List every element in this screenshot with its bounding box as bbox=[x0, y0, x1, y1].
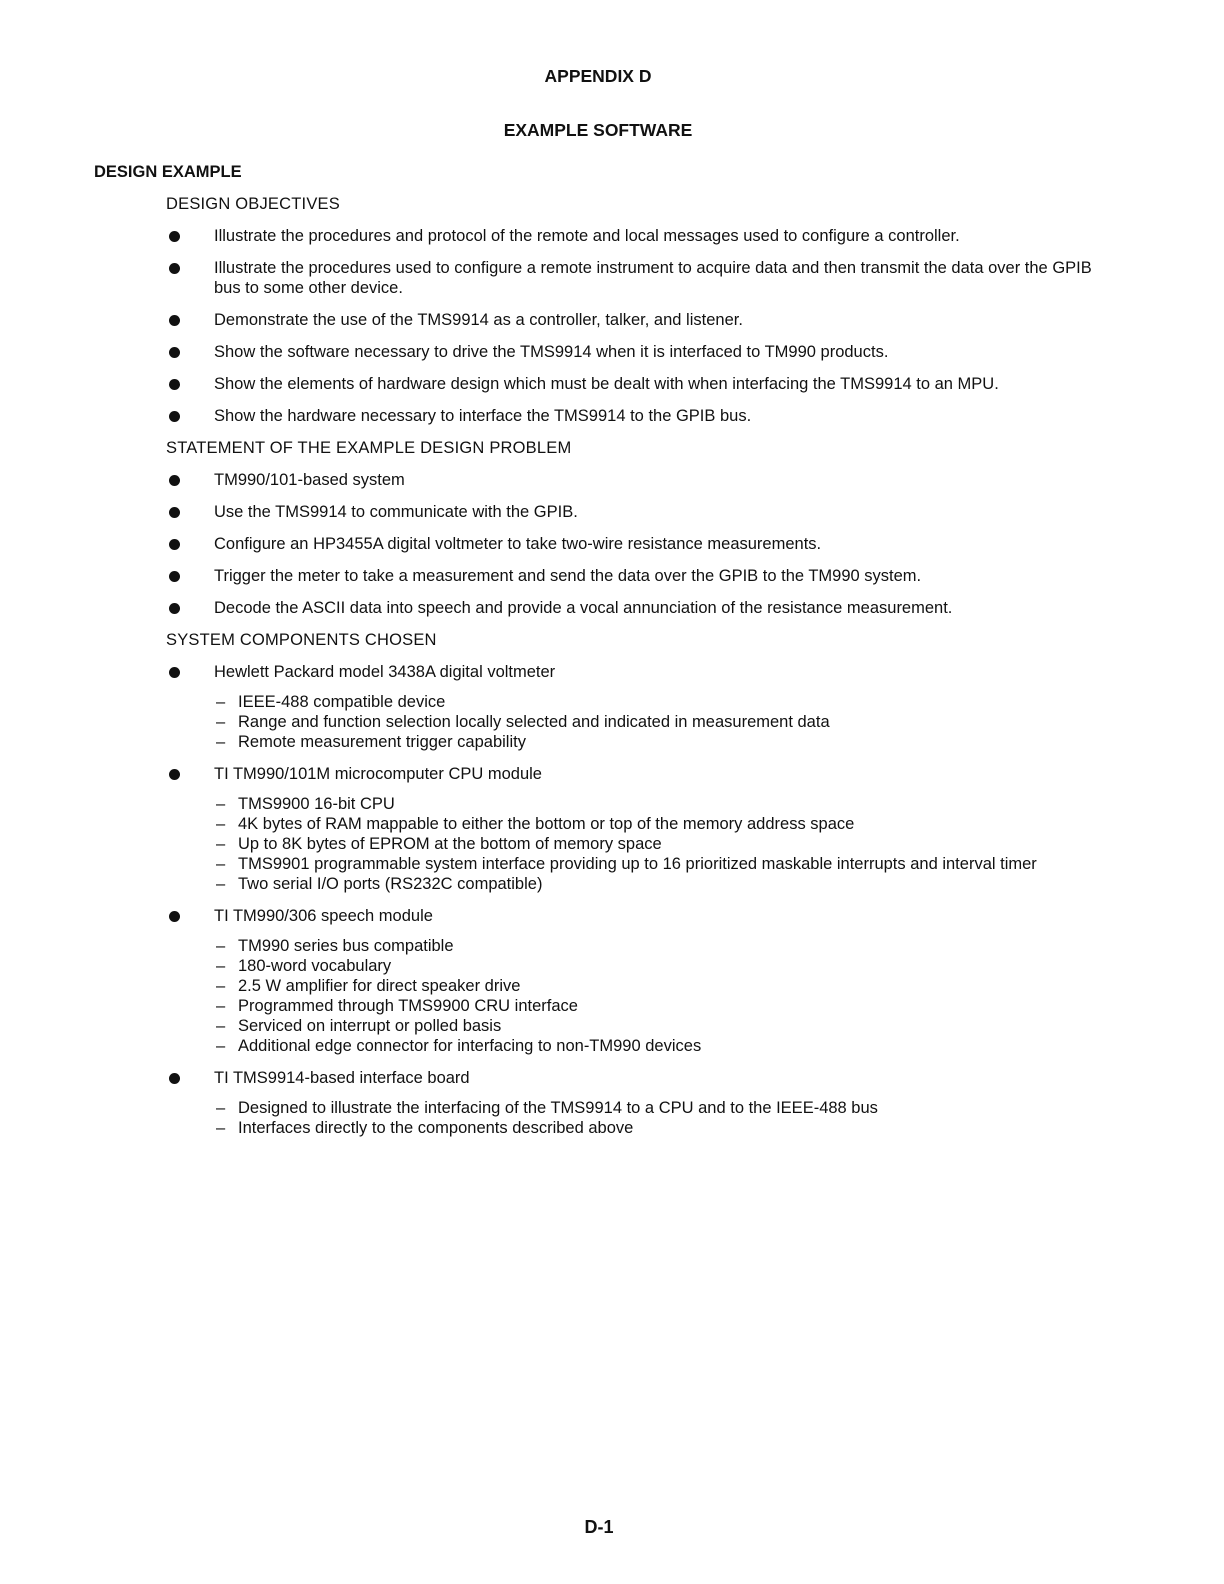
bullet-icon bbox=[169, 539, 180, 550]
dash-icon: – bbox=[216, 937, 226, 955]
list-item: Show the software necessary to drive the TMS9914 when it is interfaced to TM990 products. bbox=[166, 342, 1106, 362]
detail-item: – Serviced on interrupt or polled basis bbox=[216, 1017, 502, 1035]
list-item: TM990/101-based system bbox=[166, 470, 1106, 490]
detail-item: – Interfaces directly to the components described above bbox=[216, 1119, 634, 1137]
section-heading: DESIGN EXAMPLE bbox=[94, 163, 242, 181]
list-item: Illustrate the procedures used to configure a remote instrument to acquire data and then transmit the data over the GPIB bus to some other device. bbox=[166, 258, 1106, 298]
component-item: TI TM990/101M microcomputer CPU module – TMS9900 16-bit CPU – 4K bytes of RAM mappable to either the bottom or top of the memory address space – Up to 8K bytes of EPROM at the bottom of memory space – TMS9901 programmable system interface providing up to 16 prioritized maskable interrupts and interval timer – Two serial I/O ports (RS232C compatible) bbox=[166, 764, 1106, 894]
bullet-icon bbox=[169, 769, 180, 780]
dash-icon: – bbox=[216, 977, 226, 995]
dash-icon: – bbox=[216, 997, 226, 1015]
page-number: D-1 bbox=[584, 1517, 614, 1537]
dash-icon: – bbox=[216, 693, 226, 711]
detail-item: – TM990 series bus compatible bbox=[216, 937, 454, 955]
bullet-icon bbox=[169, 507, 180, 518]
bullet-icon bbox=[169, 315, 180, 326]
dash-icon: – bbox=[216, 957, 226, 975]
component-details bbox=[214, 692, 1106, 752]
bullet-icon bbox=[169, 263, 180, 274]
bullet-icon bbox=[169, 411, 180, 422]
dash-icon: – bbox=[216, 835, 226, 853]
dash-icon: – bbox=[216, 733, 226, 751]
components-heading: SYSTEM COMPONENTS CHOSEN bbox=[166, 631, 437, 649]
bullet-icon bbox=[169, 911, 180, 922]
detail-item: – Additional edge connector for interfacing to non-TM990 devices bbox=[216, 1037, 702, 1055]
bullet-icon bbox=[169, 379, 180, 390]
dash-icon: – bbox=[216, 815, 226, 833]
list-item: Decode the ASCII data into speech and provide a vocal annunciation of the resistance measurement. bbox=[166, 598, 1106, 618]
list-item: Illustrate the procedures and protocol of the remote and local messages used to configure a controller. bbox=[166, 226, 1106, 246]
detail-item: – IEEE-488 compatible device bbox=[216, 693, 446, 711]
page-title: EXAMPLE SOFTWARE bbox=[503, 120, 693, 140]
dash-icon: – bbox=[216, 1099, 226, 1117]
detail-item: – Range and function selection locally selected and indicated in measurement data bbox=[216, 713, 830, 731]
objectives-heading: DESIGN OBJECTIVES bbox=[166, 195, 340, 213]
detail-item: – 4K bytes of RAM mappable to either the bottom or top of the memory address space bbox=[216, 815, 855, 833]
detail-item: – Up to 8K bytes of EPROM at the bottom of memory space bbox=[216, 835, 662, 853]
dash-icon: – bbox=[216, 1017, 226, 1035]
bullet-icon bbox=[169, 571, 180, 582]
list-item: Show the hardware necessary to interface the TMS9914 to the GPIB bus. bbox=[166, 406, 1106, 426]
bullet-icon bbox=[169, 1073, 180, 1084]
components-list bbox=[166, 662, 1106, 1138]
detail-item: – 2.5 W amplifier for direct speaker drive bbox=[216, 977, 521, 995]
detail-item: – Two serial I/O ports (RS232C compatible) bbox=[216, 875, 543, 893]
component-item: Hewlett Packard model 3438A digital voltmeter – IEEE-488 compatible device – Range and function selection locally selected and indicated in measurement data – Remote measurement trigger capability bbox=[166, 662, 1106, 752]
bullet-icon bbox=[169, 667, 180, 678]
bullet-icon bbox=[169, 231, 180, 242]
list-item: Trigger the meter to take a measurement and send the data over the GPIB to the TM990 system. bbox=[166, 566, 1106, 586]
detail-item: – Designed to illustrate the interfacing of the TMS9914 to a CPU and to the IEEE-488 bus bbox=[216, 1099, 878, 1117]
bullet-icon bbox=[169, 603, 180, 614]
objectives-list bbox=[166, 226, 1106, 426]
list-item: Configure an HP3455A digital voltmeter to take two-wire resistance measurements. bbox=[166, 534, 1106, 554]
dash-icon: – bbox=[216, 855, 226, 873]
list-item: Demonstrate the use of the TMS9914 as a controller, talker, and listener. bbox=[166, 310, 1106, 330]
dash-icon: – bbox=[216, 713, 226, 731]
list-item: Show the elements of hardware design which must be dealt with when interfacing the TMS9914 to an MPU. bbox=[166, 374, 1106, 394]
detail-item: – TMS9900 16-bit CPU bbox=[216, 795, 395, 813]
bullet-icon bbox=[169, 347, 180, 358]
component-details bbox=[214, 1098, 1106, 1138]
document-body bbox=[166, 194, 1106, 1150]
component-details bbox=[214, 794, 1106, 894]
dash-icon: – bbox=[216, 795, 226, 813]
detail-item: – 180-word vocabulary bbox=[216, 957, 392, 975]
component-details bbox=[214, 936, 1106, 1056]
component-item: TI TM990/306 speech module – TM990 series bus compatible – 180-word vocabulary – 2.5 W amplifier for direct speaker drive – Programmed through TMS9900 CRU interface – Serviced on interrupt or polled basis – Additional edge connector for interfacing to non-TM990 devices bbox=[166, 906, 1106, 1056]
dash-icon: – bbox=[216, 1037, 226, 1055]
detail-item: – TMS9901 programmable system interface providing up to 16 prioritized maskable interrupts and interval timer bbox=[216, 855, 1037, 873]
appendix-label: APPENDIX D bbox=[544, 66, 652, 86]
detail-item: – Remote measurement trigger capability bbox=[216, 733, 526, 751]
bullet-icon bbox=[169, 475, 180, 486]
problem-list bbox=[166, 470, 1106, 618]
problem-heading: STATEMENT OF THE EXAMPLE DESIGN PROBLEM bbox=[166, 439, 572, 457]
dash-icon: – bbox=[216, 1119, 226, 1137]
list-item: Use the TMS9914 to communicate with the GPIB. bbox=[166, 502, 1106, 522]
dash-icon: – bbox=[216, 875, 226, 893]
detail-item: – Programmed through TMS9900 CRU interface bbox=[216, 997, 578, 1015]
component-item: TI TMS9914-based interface board – Designed to illustrate the interfacing of the TMS9914 to a CPU and to the IEEE-488 bus – Interfaces directly to the components described above bbox=[166, 1068, 1106, 1138]
